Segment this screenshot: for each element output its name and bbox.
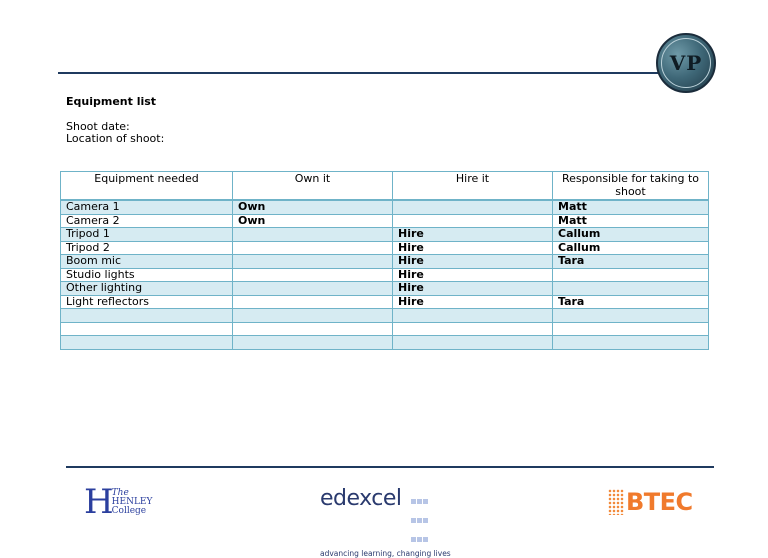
own-cell	[233, 255, 393, 269]
hire-cell: Hire	[393, 268, 553, 282]
shoot-date-label: Shoot date:	[66, 120, 130, 133]
own-cell	[233, 336, 393, 350]
btec-logo-name: BTEC	[626, 488, 693, 516]
vp-logo-ring	[661, 38, 711, 88]
own-cell: Own	[233, 214, 393, 228]
edexcel-logo	[320, 488, 451, 558]
henley-logo-text	[112, 489, 153, 516]
table-row	[61, 282, 709, 296]
own-cell	[233, 295, 393, 309]
responsible-cell	[553, 282, 709, 296]
responsible-cell	[553, 322, 709, 336]
equipment-cell: Camera 2	[61, 214, 233, 228]
btec-logo	[608, 488, 693, 516]
footer-rule	[66, 466, 714, 468]
hire-cell	[393, 200, 553, 214]
edexcel-grid-icon	[411, 490, 431, 547]
equipment-cell: Tripod 1	[61, 228, 233, 242]
hire-cell: Hire	[393, 282, 553, 296]
responsible-cell: Callum	[553, 241, 709, 255]
hire-cell: Hire	[393, 295, 553, 309]
edexcel-logo-name: edexcel	[320, 486, 402, 511]
table-row	[61, 336, 709, 350]
table-row	[61, 200, 709, 214]
responsible-cell: Tara	[553, 255, 709, 269]
equipment-cell: Light reflectors	[61, 295, 233, 309]
equipment-cell	[61, 309, 233, 323]
edexcel-tagline: advancing learning, changing lives	[320, 549, 451, 558]
hire-cell	[393, 322, 553, 336]
responsible-cell: Tara	[553, 295, 709, 309]
table-row	[61, 295, 709, 309]
equipment-table	[60, 171, 709, 350]
table-row	[61, 228, 709, 242]
own-cell	[233, 241, 393, 255]
vp-logo-text: VP	[669, 51, 703, 75]
own-cell	[233, 309, 393, 323]
table-row	[61, 241, 709, 255]
document-title: Equipment list	[66, 95, 157, 108]
equipment-cell	[61, 322, 233, 336]
equipment-cell: Tripod 2	[61, 241, 233, 255]
responsible-cell: Matt	[553, 214, 709, 228]
responsible-cell: Callum	[553, 228, 709, 242]
equipment-cell: Camera 1	[61, 200, 233, 214]
henley-logo-line2: HENLEY	[111, 496, 153, 507]
equipment-cell	[61, 336, 233, 350]
henley-logo-letter: H	[84, 482, 114, 522]
btec-dots-icon	[608, 489, 624, 515]
equipment-cell: Other lighting	[61, 282, 233, 296]
henley-college-logo	[84, 482, 153, 522]
hire-cell	[393, 336, 553, 350]
responsible-cell: Matt	[553, 200, 709, 214]
henley-logo-line3: College	[111, 505, 147, 516]
responsible-cell	[553, 268, 709, 282]
equipment-cell: Boom mic	[61, 255, 233, 269]
table-header-row	[61, 172, 709, 201]
column-header-own: Own it	[233, 172, 393, 201]
hire-cell	[393, 214, 553, 228]
table-row	[61, 214, 709, 228]
own-cell	[233, 268, 393, 282]
hire-cell: Hire	[393, 241, 553, 255]
hire-cell: Hire	[393, 255, 553, 269]
responsible-cell	[553, 336, 709, 350]
table-row	[61, 268, 709, 282]
table-row	[61, 309, 709, 323]
hire-cell: Hire	[393, 228, 553, 242]
responsible-cell	[553, 309, 709, 323]
own-cell: Own	[233, 200, 393, 214]
table-body	[61, 200, 709, 349]
hire-cell	[393, 309, 553, 323]
column-header-responsible: Responsible for taking to shoot	[553, 172, 709, 201]
table-row	[61, 322, 709, 336]
own-cell	[233, 282, 393, 296]
location-label: Location of shoot:	[66, 132, 165, 145]
column-header-hire: Hire it	[393, 172, 553, 201]
own-cell	[233, 322, 393, 336]
table-row	[61, 255, 709, 269]
own-cell	[233, 228, 393, 242]
equipment-cell: Studio lights	[61, 268, 233, 282]
column-header-equipment: Equipment needed	[61, 172, 233, 201]
henley-logo-line1: The	[111, 487, 129, 498]
header-rule	[58, 72, 658, 74]
vp-logo	[656, 33, 716, 93]
